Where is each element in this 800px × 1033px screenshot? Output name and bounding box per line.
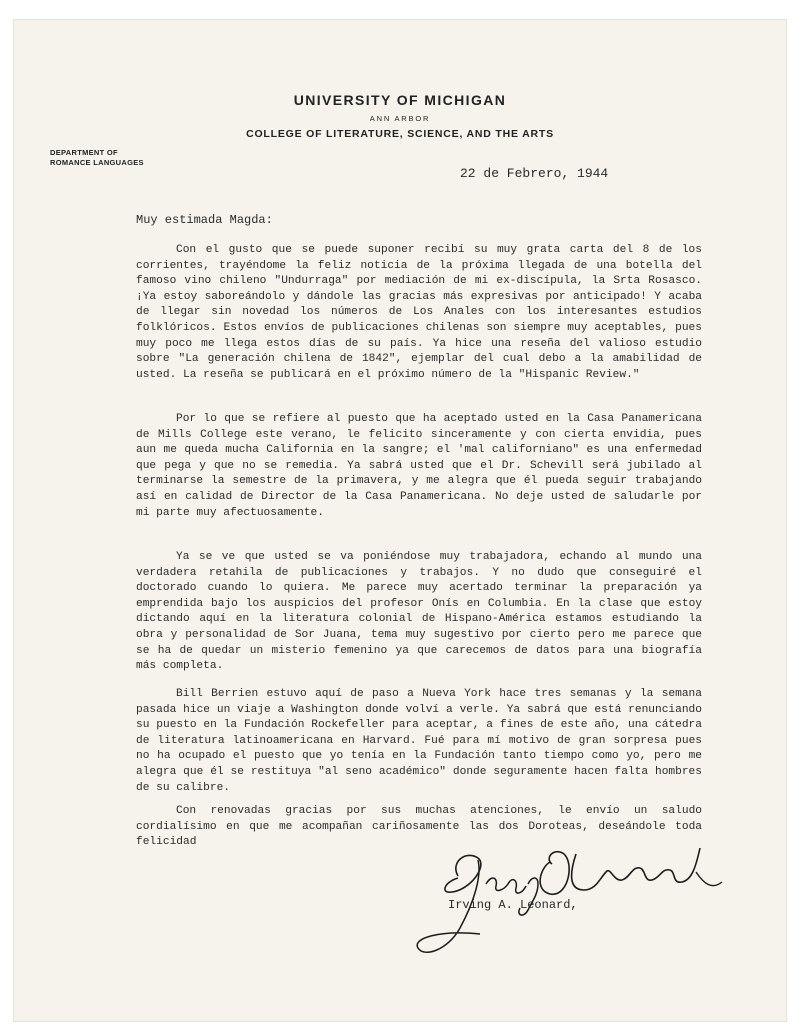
paragraph-2: Por lo que se refiere al puesto que ha aceptado usted en la Casa Panamericana de Mills College este verano, le felicito sinceramente y con cierta envidia, pues aun me queda mucha California en la sangre; el 'mal californiano" es una enfermedad que pega y que no se remedia. Ya sabrá usted que el Dr. Schevill será jubilado al terminarse la semestre de la primavera, y me alegra que él pueda seguir trabajando así en calidad de Director de la Casa Panamericana. No deje usted de saludarle por mi parte muy afectuosamente. bbox=[136, 413, 702, 519]
department-line-1: DEPARTMENT OF bbox=[50, 148, 118, 157]
letterhead-college: COLLEGE OF LITERATURE, SCIENCE, AND THE ARTS bbox=[246, 128, 554, 140]
typed-signature: Irving A. Leonard, bbox=[448, 898, 578, 912]
paragraph-3: Ya se ve que usted se va poniéndose muy trabajadora, echando al mundo una verdadera retahila de publicaciones y trabajos. Y no dudo que conseguiré el doctorado cuando lo quiera. Me parece muy acertado terminar la preparación ya emprendida bajo los auspicios del profesor Onís en Columbia. En la clase que estoy dictando aquí en la literatura colonial de Hispano-América estamos estudiando la obra y personalidad de Sor Juana, tema muy sugestivo por cierto pero me parece que se ha de quedar un misterio femenino ya que carecemos de datos para una biografía más completa. bbox=[136, 551, 702, 673]
paragraph-5: Con renovadas gracias por sus muchas atenciones, le envío un saludo cordialísimo en que me acompañan cariñosamente las dos Doroteas, deseándole toda felicidad bbox=[136, 805, 702, 849]
department-block bbox=[50, 148, 144, 168]
department-line-2: ROMANCE LANGUAGES bbox=[50, 158, 144, 167]
letter-date: 22 de Febrero, 1944 bbox=[460, 166, 609, 181]
salutation: Muy estimada Magda: bbox=[136, 213, 273, 227]
paragraph-1: Con el gusto que se puede suponer recibí su muy grata carta del 8 de los corrientes, trayéndome la feliz noticia de la próxima llegada de una botella del famoso vino chileno "Undurraga" por mediación de mi ex-discípula, la Srta Rosasco. ¡Ya estoy saboreándolo y dándole las gracias más expresivas por anticipado! Y acaba de llegar sin novedad los números de Los Anales con los interesantes estudios folklóricos. Estos envíos de publicaciones chilenas son siempre muy aceptables, pues muy poco me llega estos días de su país. Ya hice una reseña del valioso estudio sobre "La generación chilena de 1842", ejemplar del cual debo a la amabilidad de usted. La reseña se publicará en el próximo número de la "Hispanic Review." bbox=[136, 244, 702, 381]
letterhead-institution: UNIVERSITY OF MICHIGAN bbox=[293, 92, 507, 108]
paragraph-4: Bill Berrien estuvo aquí de paso a Nueva York hace tres semanas y la semana pasada hice un viaje a Washington donde volví a verle. Ya sabrá que está renunciando su puesto en la Fundación Rockefeller para aceptar, a fines de este año, una cátedra de literatura latinoamericana en Harvard. Fué para mí motivo de gran sorpresa pues no ha ocupado el puesto que yo tenía en la Fundación tanto tiempo como yo, pero me alegra que él se restituya "al seno académico" donde seguramente hacen falta hombres de su calibre. bbox=[136, 688, 702, 794]
letterhead-city: ANN ARBOR bbox=[369, 114, 431, 123]
